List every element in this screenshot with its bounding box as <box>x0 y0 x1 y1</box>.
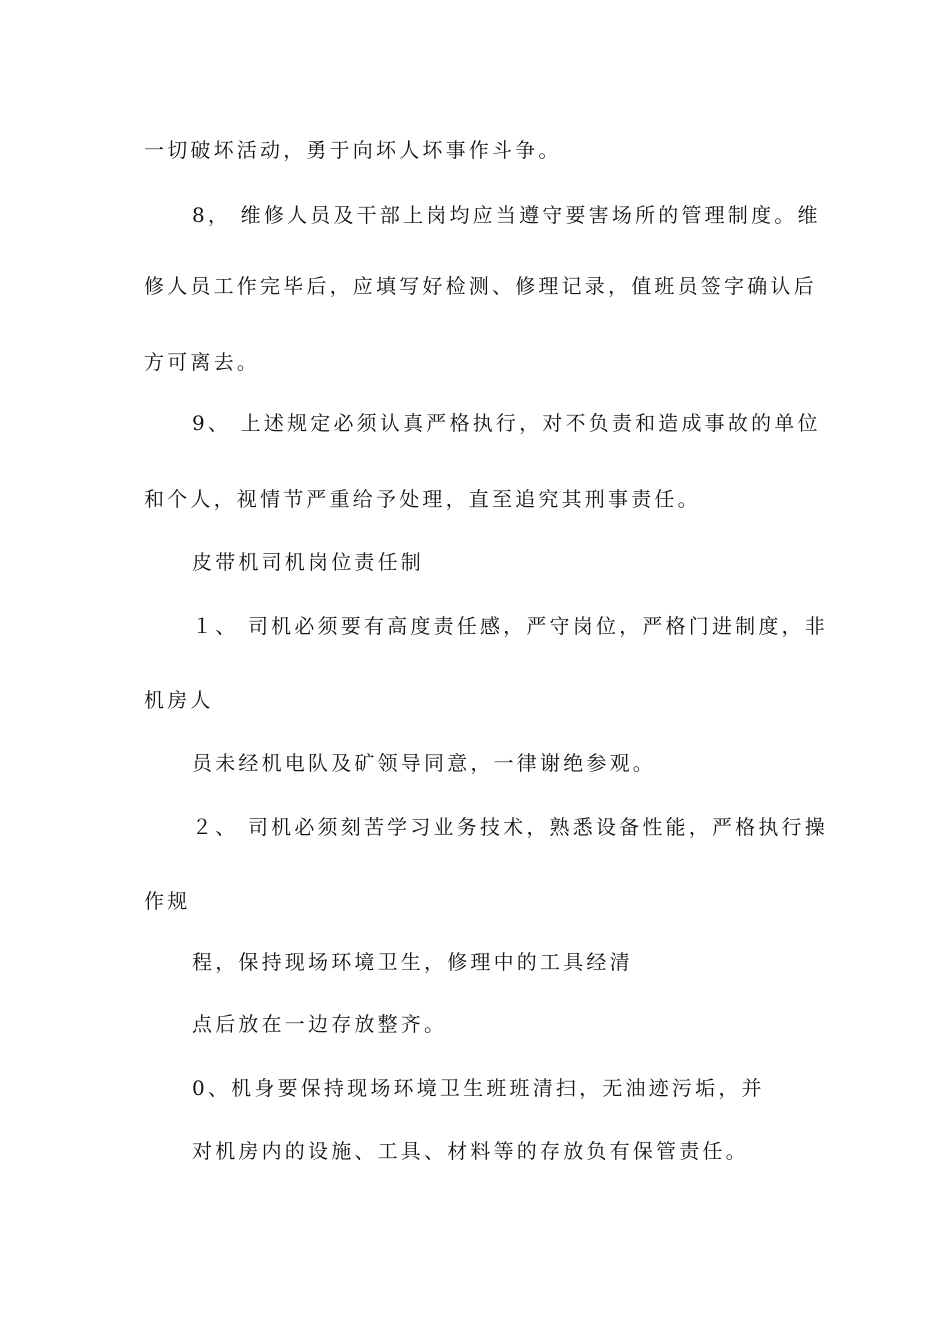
text-line: 程，保持现场环境卫生，修理中的工具经清 <box>192 950 633 974</box>
text-line: 0、机身要保持现场环境卫生班班清扫，无油迹污垢，并 <box>192 1076 765 1100</box>
text-line: 作规 <box>144 889 191 913</box>
text-line: 8， 维修人员及干部上岗均应当遵守要害场所的管理制度。维 <box>192 203 821 227</box>
text-line: 对机房内的设施、工具、材料等的存放负有保管责任。 <box>192 1139 749 1163</box>
text-line: 点后放在一边存放整齐。 <box>192 1012 448 1036</box>
text-line: 修人员工作完毕后，应填写好检测、修理记录，值班员签字确认后 <box>144 274 817 298</box>
text-line: 员未经机电队及矿领导同意，一律谢绝参观。 <box>192 751 656 775</box>
text-line: 和个人，视情节严重给予处理，直至追究其刑事责任。 <box>144 487 701 511</box>
text-line: 一切破坏活动，勇于向坏人坏事作斗争。 <box>144 138 562 162</box>
text-line: 机房人 <box>144 688 214 712</box>
text-line: ２、 司机必须刻苦学习业务技术，熟悉设备性能，严格执行操 <box>192 815 828 839</box>
text-line: 方可离去。 <box>144 350 260 374</box>
section-heading: 皮带机司机岗位责任制 <box>192 550 424 574</box>
text-line: 9、 上述规定必须认真严格执行，对不负责和造成事故的单位 <box>192 411 821 435</box>
text-line: １、 司机必须要有高度责任感，严守岗位，严格门进制度，非 <box>192 614 828 638</box>
